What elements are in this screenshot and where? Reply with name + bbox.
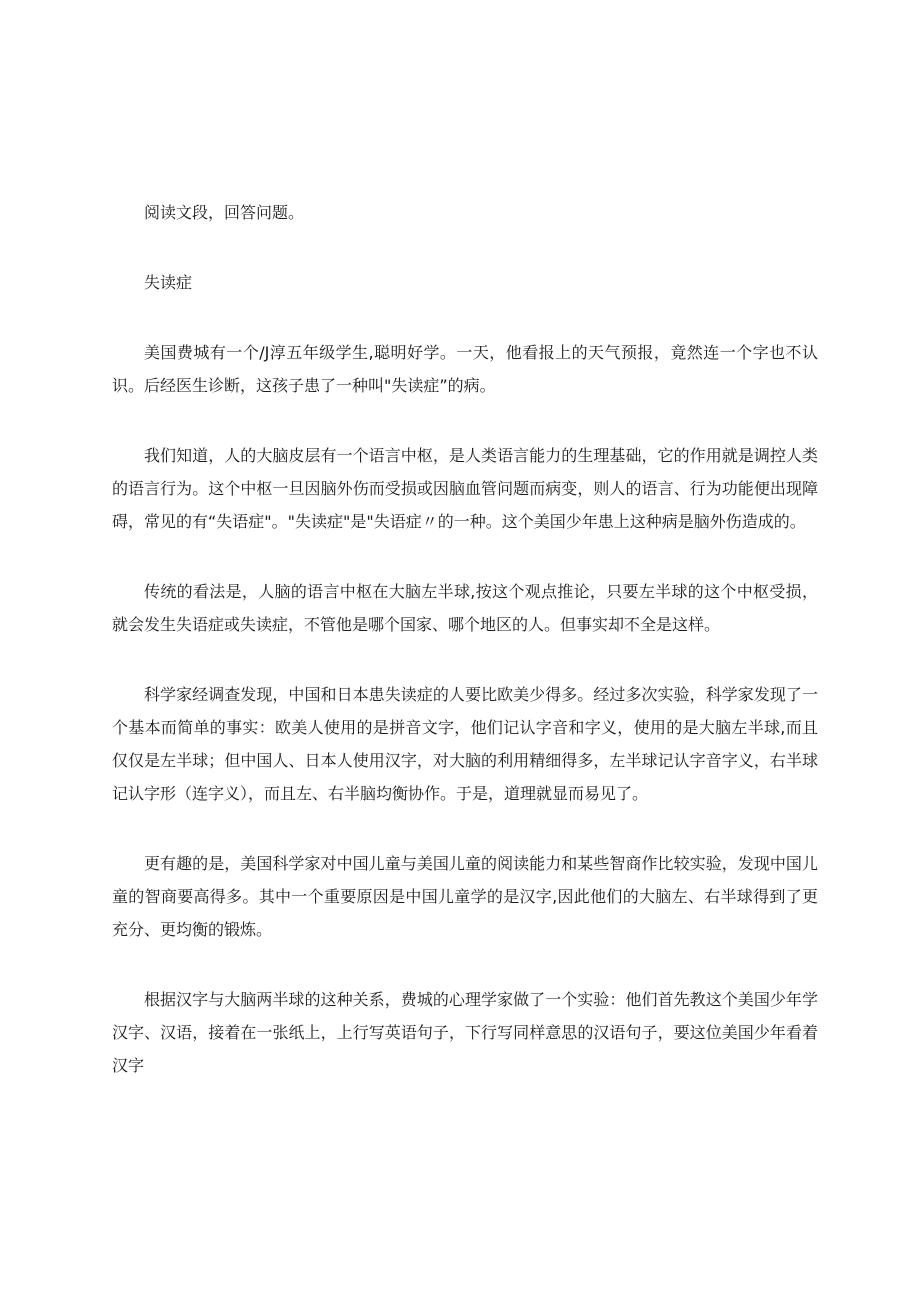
- paragraph-2: 我们知道，人的大脑皮层有一个语言中枢，是人类语言能力的生理基础，它的作用就是调控人类的语言行为。这个中枢一旦因脑外伤而受损或因脑血管问题而病变，则人的语言、行为功能便出现障碍，常见的有“失语症"。"失读症"是"失语症〃的一种。这个美国少年患上这种病是脑外伤造成的。: [112, 446, 818, 531]
- paragraph-1: 美国费城有一个/J淳五年级学生,聪明好学。一天，他看报上的天气预报，竟然连一个字也不认识。后经医生诊断，这孩子患了一种叫"失读症”的病。: [112, 343, 818, 395]
- paragraph-3: 传统的看法是，人脑的语言中枢在大脑左半球,按这个观点推论，只要左半球的这个中枢受损，就会发生失语症或失读症，不管他是哪个国家、哪个地区的人。但事实却不全是这样。: [112, 582, 818, 634]
- paragraph-4: 科学家经调查发现，中国和日本患失读症的人要比欧美少得多。经过多次实验，科学家发现了一个基本而简单的事实：欧美人使用的是拼音文字，他们记认字音和字义，使用的是大脑左半球,而且仅仅是左半球；但中国人、日本人使用汉字，对大脑的利用精细得多，左半球记认字音字义，右半球记认字形（连字义），而且左、右半脑均衡协作。于是，道理就显而易见了。: [112, 685, 818, 803]
- paragraph-5: 更有趣的是，美国科学家对中国儿童与美国儿童的阅读能力和某些智商作比较实验，发现中国儿童的智商要高得多。其中一个重要原因是中国儿童学的是汉字,因此他们的大脑左、右半球得到了更充分、更均衡的锻炼。: [112, 854, 818, 939]
- reading-passage: [112, 196, 818, 1119]
- instruction-text: 阅读文段，回答问题。: [144, 203, 305, 222]
- paragraph-6: 根据汉字与大脑两半球的这种关系，费城的心理学家做了一个实验：他们首先教这个美国少年学汉字、汉语，接着在一张纸上，上行写英语句子，下行写同样意思的汉语句子，要这位美国少年看着汉字: [112, 990, 818, 1075]
- passage-title: 失读症: [144, 273, 193, 292]
